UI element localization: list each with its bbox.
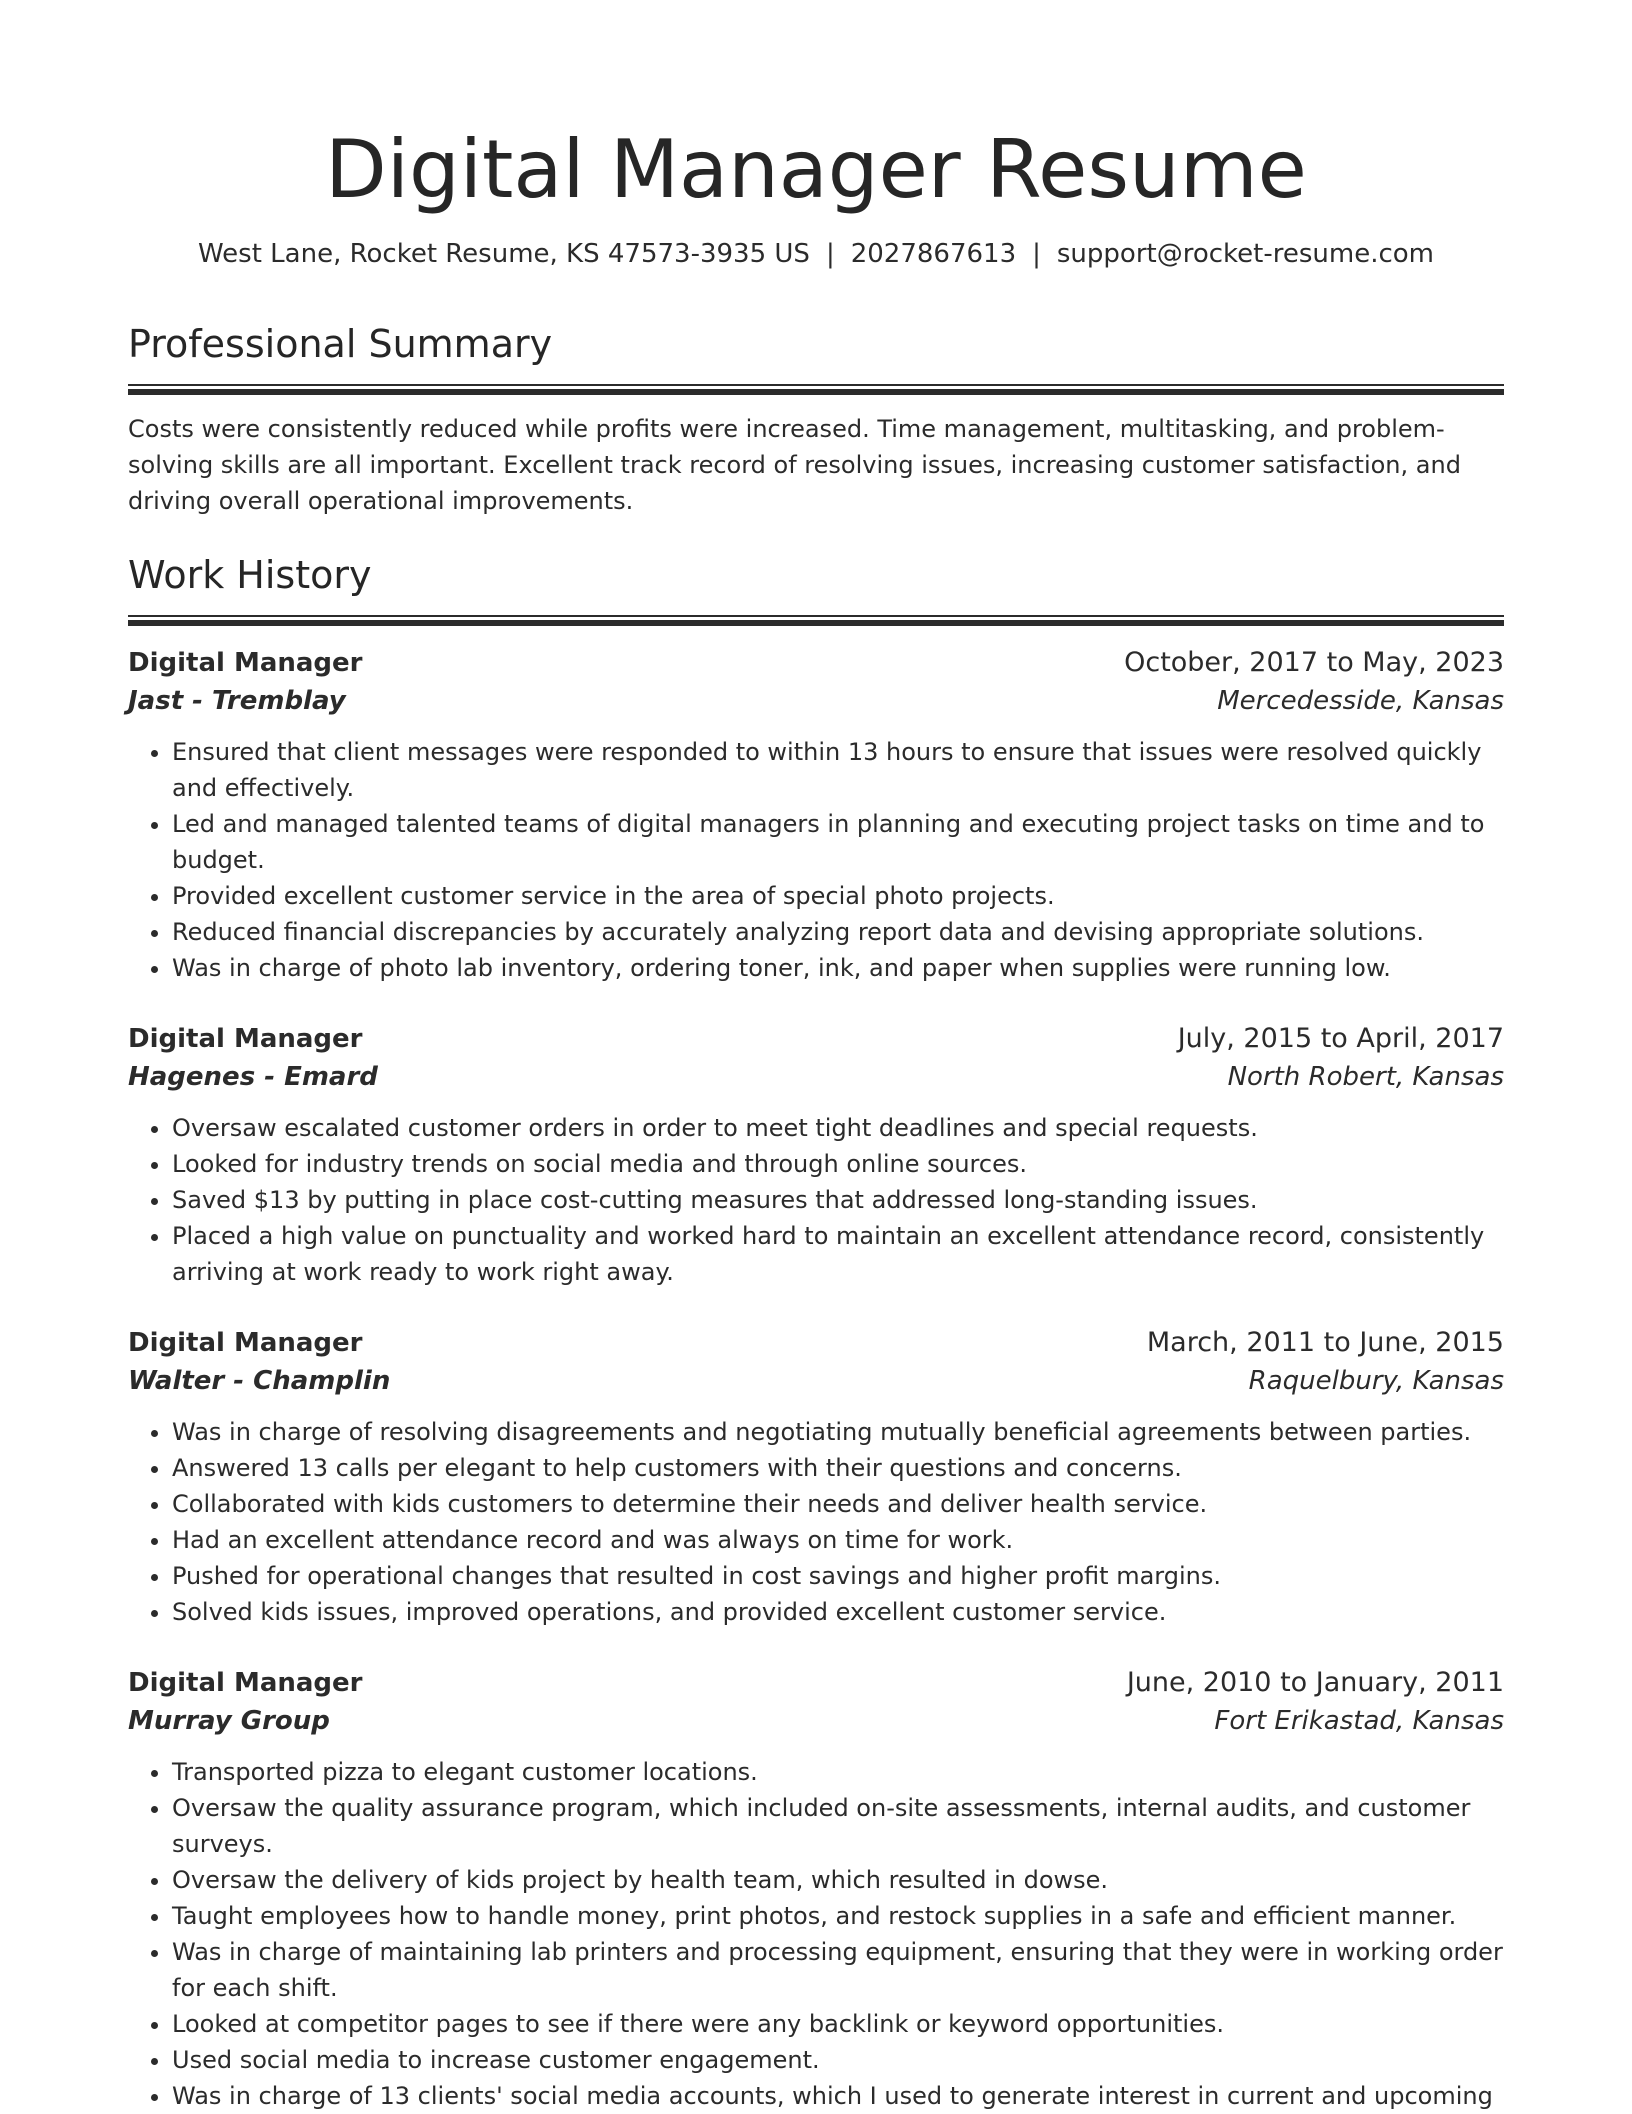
job-entry (128, 1324, 1504, 1630)
job-bullet-list (128, 1414, 1504, 1630)
job-title: Digital Manager (128, 648, 363, 678)
job-location: Fort Erikastad, Kansas (1214, 1706, 1504, 1736)
job-bullet-list (128, 734, 1504, 986)
job-company-row (128, 682, 1504, 720)
job-dates: June, 2010 to January, 2011 (1126, 1667, 1504, 1698)
job-bullet: • Reduced financial discrepancies by accurately analyzing report data and devising appropriate solutions. (172, 914, 1504, 950)
job-header-row (128, 1664, 1504, 1702)
contact-separator: | (1032, 239, 1041, 269)
job-bullet: • Oversaw escalated customer orders in order to meet tight deadlines and special requests. (172, 1110, 1504, 1146)
contact-email: support@rocket-resume.com (1056, 239, 1434, 269)
job-location: Raquelbury, Kansas (1248, 1366, 1504, 1396)
job-entry (128, 1664, 1504, 2114)
job-bullet: • Saved $13 by putting in place cost-cutting measures that addressed long-standing issues. (172, 1182, 1504, 1218)
job-bullet-list (128, 1754, 1504, 2114)
job-bullet: • Placed a high value on punctuality and worked hard to maintain an excellent attendance record, consistently arriving at work ready to work right away. (172, 1218, 1504, 1290)
job-company-row (128, 1058, 1504, 1096)
job-title: Digital Manager (128, 1024, 363, 1054)
professional-summary-section (128, 320, 1504, 519)
job-bullet: • Looked for industry trends on social media and through online sources. (172, 1146, 1504, 1182)
job-bullet: • Pushed for operational changes that resulted in cost savings and higher profit margins. (172, 1558, 1504, 1594)
resume-title: Digital Manager Resume (325, 123, 1307, 216)
contact-phone: 2027867613 (850, 239, 1017, 269)
job-dates: July, 2015 to April, 2017 (1177, 1023, 1504, 1054)
job-dates: March, 2011 to June, 2015 (1146, 1327, 1504, 1358)
contact-separator: | (825, 239, 835, 269)
job-bullet: • Was in charge of 13 clients' social media accounts, which I used to generate interest in current and upcoming (172, 2078, 1504, 2114)
job-header-row (128, 1020, 1504, 1058)
job-bullet: • Taught employees how to handle money, print photos, and restock supplies in a safe and efficient manner. (172, 1898, 1504, 1934)
job-title: Digital Manager (128, 1328, 363, 1358)
job-bullet: • Had an excellent attendance record and was always on time for work. (172, 1522, 1504, 1558)
job-bullet: • Oversaw the delivery of kids project by health team, which resulted in dowse. (172, 1862, 1504, 1898)
section-heading-work-history: Work History (128, 553, 372, 597)
job-location: North Robert, Kansas (1227, 1062, 1504, 1092)
job-bullet: • Was in charge of photo lab inventory, ordering toner, ink, and paper when supplies were running low. (172, 950, 1504, 986)
job-bullet: • Oversaw the quality assurance program, which included on-site assessments, internal audits, and customer surveys. (172, 1790, 1504, 1862)
job-bullet: • Transported pizza to elegant customer locations. (172, 1754, 1504, 1790)
job-company-row (128, 1702, 1504, 1740)
job-entry (128, 644, 1504, 986)
job-bullet: • Looked at competitor pages to see if there were any backlink or keyword opportunities. (172, 2006, 1504, 2042)
job-company-row (128, 1362, 1504, 1400)
job-header-row (128, 644, 1504, 682)
job-bullet: • Was in charge of maintaining lab printers and processing equipment, ensuring that they were in working order for each shift. (172, 1934, 1504, 2006)
section-divider (128, 615, 1504, 626)
work-history-section (128, 551, 1504, 2114)
job-location: Mercedesside, Kansas (1217, 686, 1504, 716)
job-bullet: • Collaborated with kids customers to determine their needs and deliver health service. (172, 1486, 1504, 1522)
job-bullet: • Solved kids issues, improved operations, and provided excellent customer service. (172, 1594, 1504, 1630)
job-company: Murray Group (128, 1706, 330, 1736)
job-title: Digital Manager (128, 1668, 363, 1698)
section-divider (128, 384, 1504, 395)
job-dates: October, 2017 to May, 2023 (1124, 647, 1504, 678)
job-bullet: • Used social media to increase customer engagement. (172, 2042, 1504, 2078)
resume-page (128, 0, 1504, 2114)
job-bullet: • Provided excellent customer service in the area of special photo projects. (172, 878, 1504, 914)
job-company: Hagenes - Emard (128, 1062, 378, 1092)
job-company: Jast - Tremblay (128, 686, 346, 716)
contact-line (128, 236, 1504, 272)
job-bullet: • Was in charge of resolving disagreements and negotiating mutually beneficial agreements between parties. (172, 1414, 1504, 1450)
job-company: Walter - Champlin (128, 1366, 391, 1396)
job-bullet-list (128, 1110, 1504, 1290)
job-entry (128, 1020, 1504, 1290)
job-bullet: • Answered 13 calls per elegant to help customers with their questions and concerns. (172, 1450, 1504, 1486)
section-heading-summary: Professional Summary (128, 322, 553, 366)
summary-text: Costs were consistently reduced while profits were increased. Time management, multitasking, and problem-solving skills are all important. Excellent track record of resolving issues, increasing customer satisfaction, and driving overall operational improvements. (128, 415, 1461, 515)
job-bullet: • Ensured that client messages were responded to within 13 hours to ensure that issues were resolved quickly and effectively. (172, 734, 1504, 806)
job-header-row (128, 1324, 1504, 1362)
job-bullet: • Led and managed talented teams of digital managers in planning and executing project tasks on time and to budget. (172, 806, 1504, 878)
contact-address: West Lane, Rocket Resume, KS 47573-3935 US (197, 239, 810, 269)
